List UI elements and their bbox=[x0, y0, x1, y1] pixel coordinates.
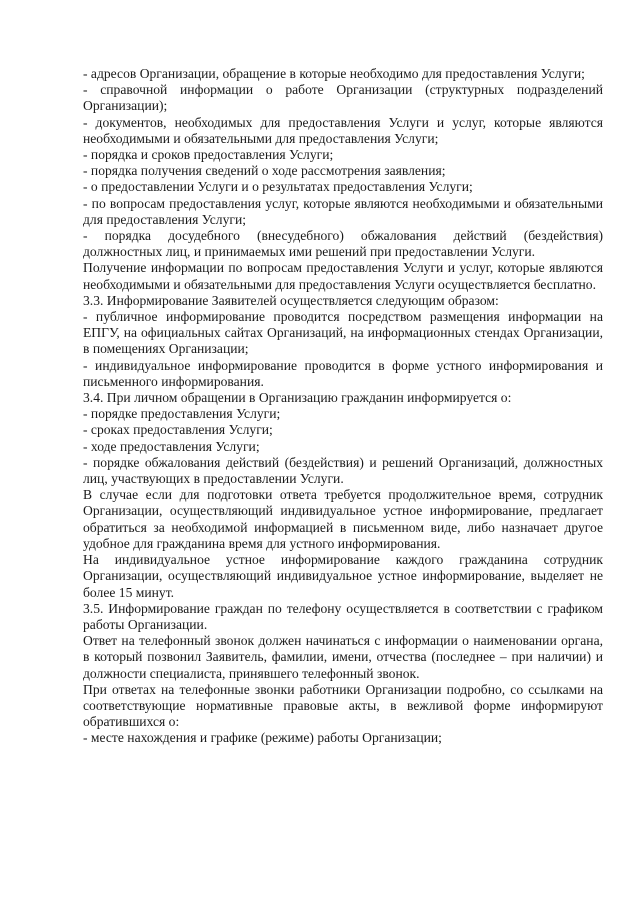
paragraph: - по вопросам предоставления услуг, которые являются необходимыми и обязательными для предоставления Услуги; bbox=[83, 195, 603, 227]
paragraph: На индивидуальное устное информирование каждого гражданина сотрудник Организации, осуществляющий индивидуальное устное информирование, выделяет не более 15 минут. bbox=[83, 552, 603, 600]
paragraph: - индивидуальное информирование проводится в форме устного информирования и письменного информирования. bbox=[83, 357, 603, 389]
paragraph: - месте нахождения и графике (режиме) работы Организации; bbox=[83, 730, 442, 746]
paragraph: - порядка получения сведений о ходе рассмотрения заявления; bbox=[83, 163, 446, 179]
paragraph: - порядке обжалования действий (бездействия) и решений Организаций, должностных лиц, участвующих в предоставлении Услуги. bbox=[83, 454, 603, 487]
paragraph: При ответах на телефонные звонки работники Организации подробно, со ссылками на соответствующие нормативные правовые акты, в вежливой форме информируют обратившихся о: bbox=[83, 681, 603, 730]
paragraph: - порядке предоставления Услуги; bbox=[83, 406, 281, 422]
paragraph: Ответ на телефонный звонок должен начинаться с информации о наименовании органа, в который позвонил Заявитель, фамилии, имени, отчества (последнее – при наличии) и должности специалиста, принявшего телефонный звонок. bbox=[83, 633, 603, 681]
paragraph: - порядка и сроков предоставления Услуги; bbox=[83, 147, 334, 163]
paragraph: 3.3. Информирование Заявителей осуществляется следующим образом: bbox=[83, 292, 499, 308]
document-page bbox=[83, 66, 603, 747]
paragraph: - публичное информирование проводится посредством размещения информации на ЕПГУ, на официальных сайтах Организаций, на информационных стендах Организации, в помещениях Организации; bbox=[83, 309, 603, 357]
paragraph: 3.4. При личном обращении в Организацию гражданин информируется о: bbox=[83, 390, 512, 406]
paragraph: - сроках предоставления Услуги; bbox=[83, 422, 273, 438]
paragraph: В случае если для подготовки ответа требуется продолжительное время, сотрудник Организации, осуществляющий индивидуальное устное информирование, предлагает обратиться за необходимой информацией в письменном виде, либо назначает другое удобное для гражданина время для устного информирования. bbox=[83, 487, 603, 551]
paragraph: - порядка досудебного (внесудебного) обжалования действий (бездействия) должностных лиц, и принимаемых ими решений при предоставлении Услуги. bbox=[83, 228, 603, 260]
paragraph: 3.5. Информирование граждан по телефону осуществляется в соответствии с графиком работы Организации. bbox=[83, 600, 603, 632]
paragraph: Получение информации по вопросам предоставления Услуги и услуг, которые являются необходимыми и обязательными для предоставления Услуги осуществляется бесплатно. bbox=[83, 260, 603, 292]
paragraph: - справочной информации о работе Организации (структурных подразделений Организации); bbox=[83, 82, 603, 114]
paragraph: - ходе предоставления Услуги; bbox=[83, 438, 260, 454]
paragraph: - адресов Организации, обращение в которые необходимо для предоставления Услуги; bbox=[83, 66, 585, 81]
paragraph: - о предоставлении Услуги и о результатах предоставления Услуги; bbox=[83, 179, 473, 195]
paragraph: - документов, необходимых для предоставления Услуги и услуг, которые являются необходимыми и обязательными для предоставления Услуги; bbox=[83, 114, 603, 146]
